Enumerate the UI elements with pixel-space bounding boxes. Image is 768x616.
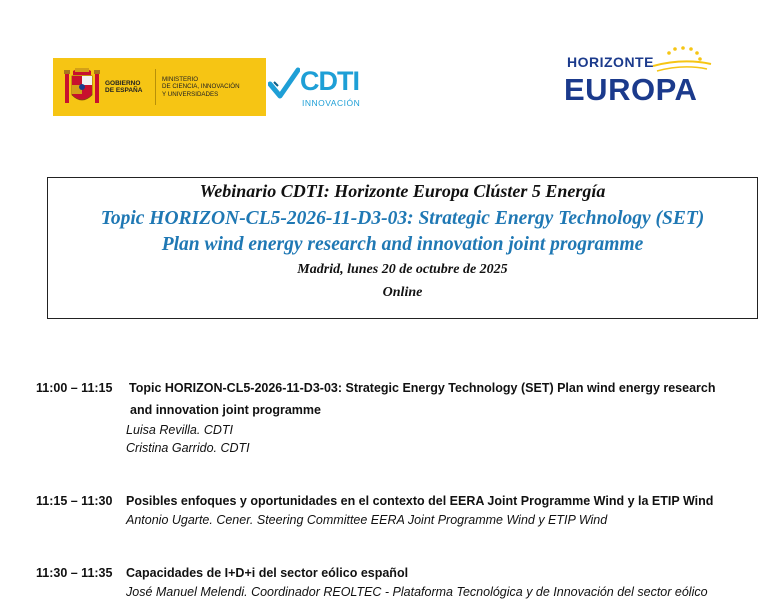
agenda-speaker: Cristina Garrido. CDTI [126, 441, 250, 455]
topic-title-line1: Topic HORIZON-CL5-2026-11-D3-03: Strategic Energy Technology (SET) [100, 208, 705, 229]
horizonte-europa-logo [563, 44, 713, 108]
gobierno-text [105, 80, 153, 95]
event-date: Madrid, lunes 20 de octubre de 2025 [297, 262, 508, 277]
agenda-time: 11:00 – 11:15 [36, 381, 113, 395]
gobierno-line1: GOBIERNO [105, 79, 141, 87]
cdti-arrow-icon [268, 66, 300, 106]
europa-text: EUROPA [564, 72, 698, 107]
agenda-speaker: Luisa Revilla. CDTI [126, 423, 233, 437]
agenda-time: 11:30 – 11:35 [36, 566, 113, 580]
title-box [47, 177, 758, 319]
agenda-speaker: José Manuel Melendi. Coordinador REOLTEC - Plataforma Tecnológica y de Innovación del sector eólico [126, 585, 708, 599]
ministerio-text [162, 76, 258, 99]
cdti-subtitle: INNOVACIÓN [302, 98, 361, 108]
event-format: Online [382, 285, 423, 300]
webinar-title: Webinario CDTI: Horizonte Europa Clúster 5 Energía [199, 181, 606, 201]
agenda-time: 11:15 – 11:30 [36, 494, 113, 508]
ministerio-line2: DE CIENCIA, INNOVACIÓN [162, 83, 240, 91]
spain-government-logo [53, 58, 266, 116]
gobierno-line2: DE ESPAÑA [105, 87, 143, 94]
spanish-crest-icon [63, 65, 101, 109]
logo-divider [155, 69, 156, 105]
agenda-title: Posibles enfoques y oportunidades en el contexto del EERA Joint Programme Wind y la ETIP Wind [126, 494, 714, 508]
agenda-speaker: Antonio Ugarte. Cener. Steering Committee EERA Joint Programme Wind y ETIP Wind [126, 513, 608, 527]
agenda-title-cont: and innovation joint programme [130, 403, 321, 417]
ministerio-line1: MINISTERIO [162, 75, 199, 83]
ministerio-line3: Y UNIVERSIDADES [162, 90, 219, 98]
agenda-title: Capacidades de I+D+i del sector eólico español [126, 566, 409, 580]
agenda-title: Topic HORIZON-CL5-2026-11-D3-03: Strategic Energy Technology (SET) Plan wind energy research [129, 381, 716, 395]
topic-title-line2: Plan wind energy research and innovation joint programme [161, 234, 644, 255]
cdti-logo [268, 60, 361, 116]
cdti-name: CDTI [300, 66, 359, 96]
horizonte-text: HORIZONTE [567, 54, 654, 70]
